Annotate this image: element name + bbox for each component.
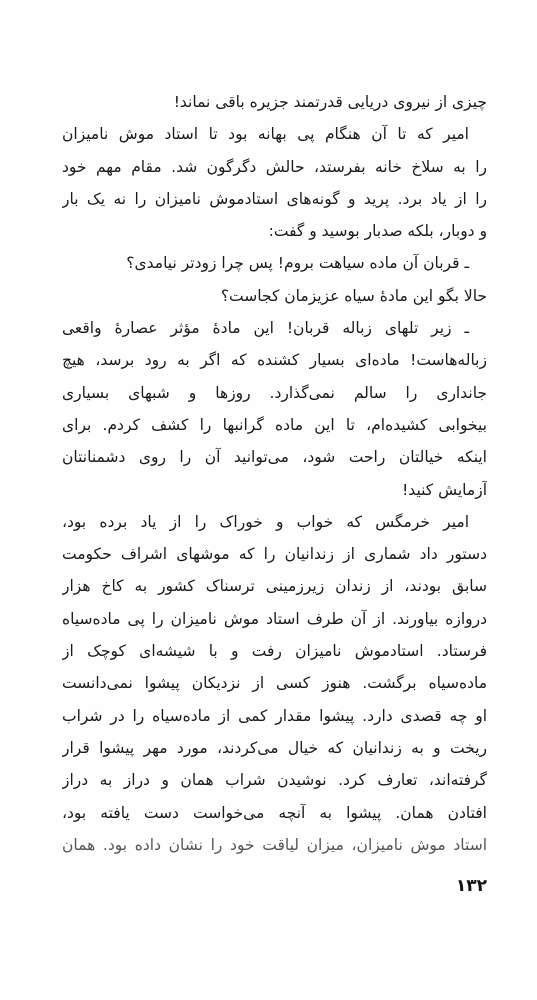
text-line: ماده‌سیاه برگشت. هنوز کسی از نزدیکان پیشوا نمی‌دانست xyxy=(62,674,487,693)
text-line: او چه قصدی دارد. پیشوا مقدار کمی از ماده‌سیاه را در شراب xyxy=(62,706,487,725)
text-line: حالا بگو این مادهٔ سیاه عزیزمان کجاست؟ xyxy=(220,286,487,305)
page-number: ۱۳۲ xyxy=(455,876,487,896)
text-line: امیر که تا آن هنگام پی بهانه بود تا استاد موش نامیزان xyxy=(62,125,469,144)
text-line: ـ زیر تلهای زباله قربان! این مادهٔ مؤثر عصارهٔ واقعی xyxy=(62,319,469,338)
text-line: اینکه خیالتان راحت شود، می‌توانید آن را روی دشمنانتان xyxy=(62,448,487,467)
text-line: بیخوابی کشیده‌ام، تا این ماده گرانبها را کشف کردم. برای xyxy=(62,415,487,434)
text-line: افتادن همان. پیشوا به آنچه می‌خواست دست یافته بود، xyxy=(62,803,487,822)
body-text xyxy=(62,86,487,861)
text-line: سابق بودند، از زندان زیرزمینی ترسناک کشور به کاخ هزار xyxy=(62,577,487,596)
text-line: زباله‌هاست! ماده‌ای بسیار کشنده که اگر به رود برسد، هیچ xyxy=(62,351,487,370)
text-line: دستور داد شماری از زندانیان را که موشهای اشراف حکومت xyxy=(62,545,487,564)
text-line: گرفته‌اند، تعارف کرد. نوشیدن شراب همان و دراز به دراز xyxy=(62,771,487,790)
text-line: استاد موش نامیزان، میزان لیاقت خود را نشان داده بود. همان xyxy=(62,835,487,854)
text-line: ریخت و به زندانیان که خیال می‌کردند، مورد مهر پیشوا قرار xyxy=(62,738,487,757)
text-line: امیر خرمگس که خواب و خوراک را از یاد برده بود، xyxy=(62,512,469,531)
text-line: فرستاد. استادموش نامیزان رفت و با شیشه‌ای کوچک از xyxy=(62,642,487,661)
text-line: را به سلاخ خانه بفرستد، حالش دگرگون شد. مقام مهم خود xyxy=(62,157,487,176)
text-line: دروازه بیاورند. از آن طرف استاد موش نامیزان را پی ماده‌سیاه xyxy=(62,609,487,628)
text-line: جانداری را سالم نمی‌گذارد. روزها و شبهای بسیاری xyxy=(62,383,487,402)
text-line: و دوبار، بلکه صدبار بوسید و گفت: xyxy=(268,222,487,241)
text-line: ـ قربان آن ماده سیاهت بروم! پس چرا زودتر نیامدی؟ xyxy=(126,254,469,273)
text-line: آزمایش کنید! xyxy=(402,480,487,499)
text-line: را از یاد برد. پرید و گونه‌های استادموش نامیزان را نه یک بار xyxy=(62,189,487,208)
text-line: چیزی از نیروی دریایی قدرتمند جزیره باقی نماند! xyxy=(173,93,487,111)
